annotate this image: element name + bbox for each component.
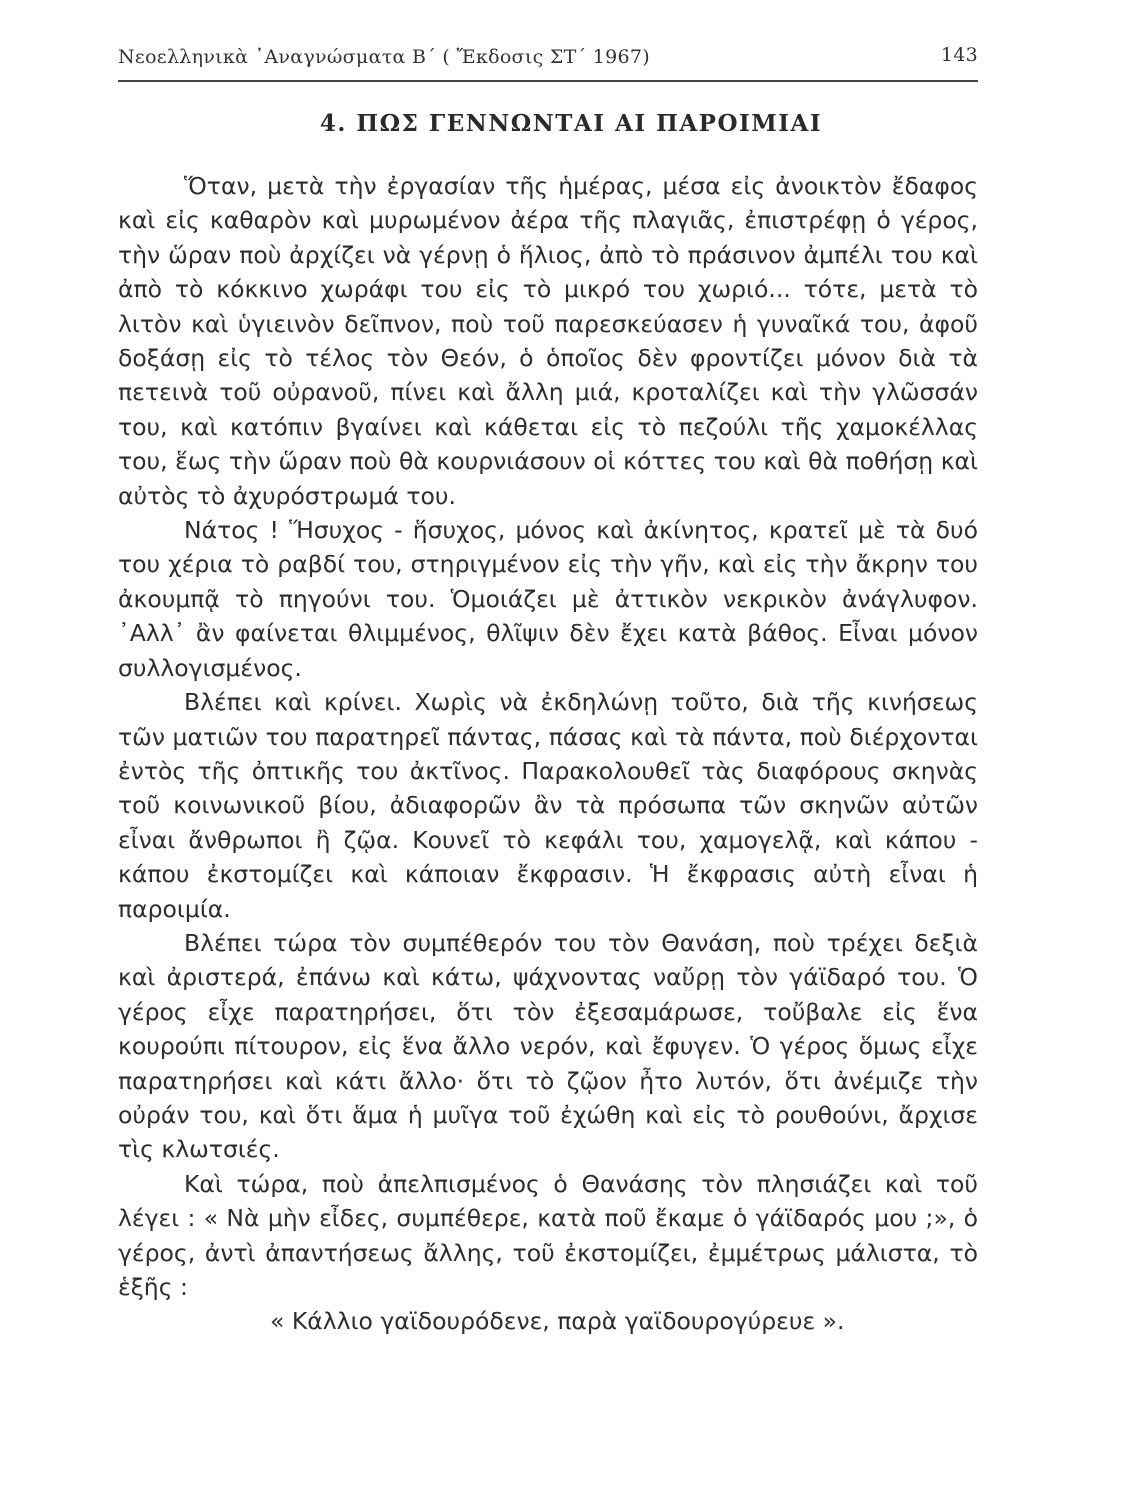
paragraph-4: Βλέπει τώρα τὸν συμπέθερόν του τὸν Θανάση, ποὺ τρέχει δεξιὰ καὶ ἀριστερά, ἐπάνω καὶ κάτω, ψάχνοντας ναὔρῃ τὸν γάϊδαρό του. Ὁ γέρος εἶχε παρατηρήσει, ὅτι τὸν ἐξεσαμάρωσε, τοὔβαλε εἰς ἕνα κουρούπι πίτουρον, εἰς ἕνα ἄλλο νερόν, καὶ ἔφυγεν. Ὁ γέρος ὅμως εἶχε παρατηρήσει καὶ κάτι ἄλλο· ὅτι τὸ ζῷον ἦτο λυτόν, ὅτι ἀνέμιζε τὴν οὐράν του, καὶ ὅτι ἅμα ἡ μυῖγα τοῦ ἐχώθη καὶ εἰς τὸ ρουθούνι, ἄρχισε τὶς κλωτσιές. <box>118 928 978 1164</box>
paragraph-2: Νάτος ! Ἥσυχος - ἥσυχος, μόνος καὶ ἀκίνητος, κρατεῖ μὲ τὰ δυό του χέρια τὸ ραβδί του, στηριγμένον εἰς τὴν γῆν, καὶ εἰς τὴν ἄκρην του ἀκουμπᾷ τὸ πηγούνι του. Ὁμοιάζει μὲ ἀττικὸν νεκρικὸν ἀνάγλυφον. ᾿Αλλ᾿ ἂν φαίνεται θλιμμένος, θλῖψιν δὲν ἔχει κατὰ βάθος. Εἶναι μόνον συλλογισμένος. <box>118 516 978 682</box>
paragraph-1: Ὅταν, μετὰ τὴν ἐργασίαν τῆς ἡμέρας, μέσα εἰς ἀνοικτὸν ἔδαφος καὶ εἰς καθαρὸν καὶ μυρωμένον ἀέρα τῆς πλαγιᾶς, ἐπιστρέφῃ ὁ γέρος, τὴν ὥραν ποὺ ἀρχίζει νὰ γέρνῃ ὁ ἥλιος, ἀπὸ τὸ πράσινον ἀμπέλι του καὶ ἀπὸ τὸ κόκκινο χωράφι του εἰς τὸ μικρό του χωριό... τότε, μετὰ τὸ λιτὸν καὶ ὑγιεινὸν δεῖπνον, ποὺ τοῦ παρεσκεύασεν ἡ γυναῖκά του, ἀφοῦ δοξάσῃ εἰς τὸ τέλος τὸν Θεόν, ὁ ὁποῖος δὲν φροντίζει μόνον διὰ τὰ πετεινὰ τοῦ οὐρανοῦ, πίνει καὶ ἄλλη μιά, κροταλίζει καὶ τὴν γλῶσσάν του, καὶ κατόπιν βγαίνει καὶ κάθεται εἰς τὸ πεζούλι τῆς χαμοκέλλας του, ἕως τὴν ὥραν ποὺ θὰ κουρνιάσουν οἱ κόττες του καὶ θὰ ποθήσῃ καὶ αὐτὸς τὸ ἀχυρόστρωμά του. <box>118 172 978 510</box>
running-title: Νεοελληνικὰ ᾿Αναγνώσματα Β΄ ( Ἔκδοσις ΣΤ΄ 1967) <box>118 46 650 68</box>
paragraph-3: Βλέπει καὶ κρίνει. Χωρὶς νὰ ἐκδηλώνῃ τοῦτο, διὰ τῆς κινήσεως τῶν ματιῶν του παρατηρεῖ πάντας, πάσας καὶ τὰ πάντα, ποὺ διέρχονται ἐντὸς τῆς ὀπτικῆς του ἀκτῖνος. Παρακολουθεῖ τὰς διαφόρους σκηνὰς τοῦ κοινωνικοῦ βίου, ἀδιαφορῶν ἂν τὰ πρόσωπα τῶν σκηνῶν αὐτῶν εἶναι ἄνθρωποι ἢ ζῷα. Κουνεῖ τὸ κεφάλι του, χαμογελᾷ, καὶ κάπου - κάπου ἐκστομίζει καὶ κάποιαν ἔκφρασιν. Ἡ ἔκφρασις αὐτὴ εἶναι ἡ παροιμία. <box>118 688 978 923</box>
page-number: 143 <box>940 44 978 66</box>
header-rule <box>118 80 978 82</box>
running-header <box>118 42 978 72</box>
paragraph-5: Καὶ τώρα, ποὺ ἀπελπισμένος ὁ Θανάσης τὸν πλησιάζει καὶ τοῦ λέγει : « Νὰ μὴν εἶδες, συμπέθερε, κατὰ ποῦ ἔκαμε ὁ γάϊδαρός μου ;», ὁ γέρος, ἀντὶ ἀπαντήσεως ἄλλης, τοῦ ἐκστομίζει, ἐμμέτρως μάλιστα, τὸ ἑξῆς : <box>118 1169 978 1301</box>
proverb-quote: « Κάλλιο γαϊδουρόδενε, παρὰ γαϊδουρογύρευε ». <box>270 1307 845 1336</box>
chapter-title: 4. ΠΩΣ ΓΕΝΝΩΝΤΑΙ ΑΙ ΠΑΡΟΙΜΙΑΙ <box>319 110 823 137</box>
body-text <box>118 169 978 1339</box>
